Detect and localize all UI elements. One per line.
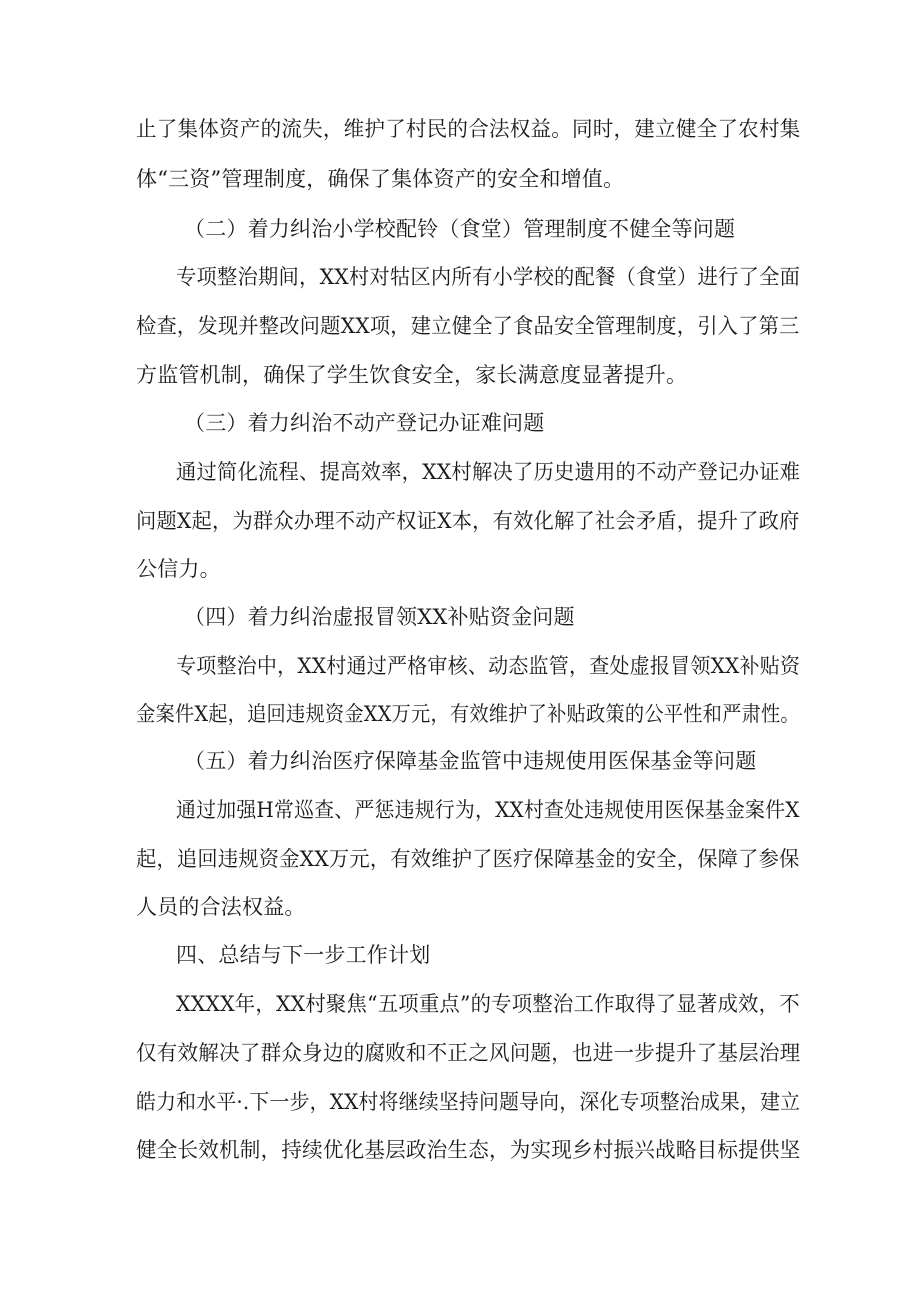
text-line: 检查，发现并整改问题XX项，建立健全了食品安全管理制度，引入了第三	[136, 314, 800, 338]
section-heading: （五）着力纠治医疗保障基金监管中违规使用医保基金等问题	[184, 749, 757, 773]
paragraph-first-line: 通过加强H常巡查、严惩违规行为，XX村查处违规使用医保基金案件X	[176, 798, 800, 822]
text-line: 公信力。	[136, 557, 221, 581]
paragraph-first-line: 通过简化流程、提高效率，XX村解决了历史遗用的不动产登记办证难	[176, 460, 801, 484]
paragraph-first-line: XXXX年，XX村聚焦“五项重点”的专项整治工作取得了显著成效，不	[176, 992, 800, 1016]
text-line: 起，追回违规资金XX万元，有效维护了医疗保障基金的安全，保障了参保	[136, 847, 800, 871]
section-heading: （四）着力纠治虚报冒领XX补贴资金问题	[184, 605, 575, 629]
section-heading: （三）着力纠治不动产登记办证难问题	[184, 411, 545, 435]
text-line: 止了集体资产的流失，维护了村民的合法权益。同时，建立健全了农村集	[136, 117, 801, 141]
text-line: 仅有效解决了群众身边的腐败和不正之风问题，也进一步提升了基层治理	[136, 1041, 801, 1065]
paragraph-first-line: 专项整治期间，XX村对牯区内所有小学校的配餐（食堂）进行了全面	[176, 265, 801, 289]
text-line: 健全长效机制，持续优化基层政治生态，为实现乡村振兴战略目标提供坚	[136, 1138, 801, 1162]
text-line: 方监管机制，确保了学生饮食安全，家长满意度显著提升。	[136, 363, 688, 387]
section-heading: 四、总结与下一步工作计划	[176, 943, 431, 967]
text-line: 体“三资”管理制度，确保了集体资产的安全和增值。	[136, 167, 625, 191]
text-line: 金案件X起，追回违规资金XX万元，有效维护了补贴政策的公平性和严肃性。	[136, 702, 800, 726]
text-line: 人员的合法权益。	[136, 895, 306, 919]
section-heading: （二）着力纠治小学校配铃（食堂）管理制度不健全等问题	[184, 217, 736, 241]
paragraph-first-line: 专项整治中，XX村通过严格审核、动态监管，查处虚报冒领XX补贴资	[176, 654, 801, 678]
text-line: 问题X起，为群众办理不动产权证X本，有效化解了社会矛盾，提升了政府	[136, 509, 800, 533]
text-line: 皓力和水平·.下一步，XX村将继续坚持问题导向，深化专项整治成果，建立	[136, 1090, 801, 1114]
